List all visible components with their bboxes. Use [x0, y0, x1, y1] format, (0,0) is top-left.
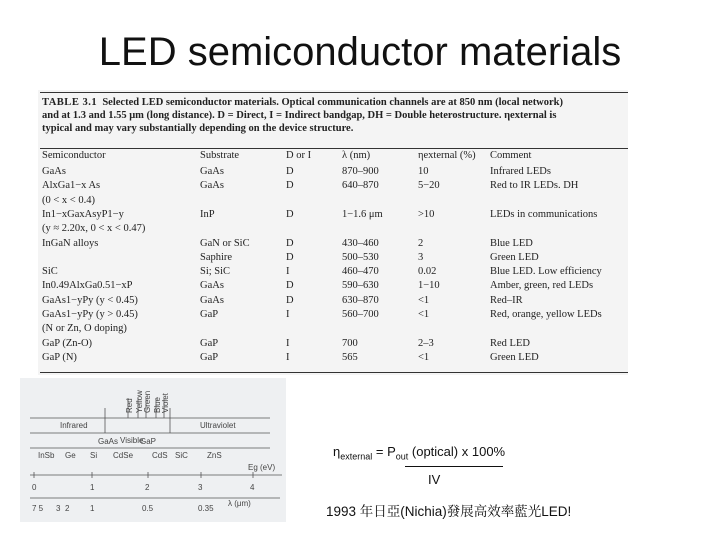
table-cell: D [286, 237, 294, 249]
table-cell: Green LED [490, 251, 539, 263]
table-cell: I [286, 337, 290, 349]
table-bottom-rule [40, 372, 628, 373]
table-cell: 460–470 [342, 266, 379, 278]
table-cell: Saphire [200, 251, 233, 263]
table-cell: GaP [200, 309, 219, 320]
table-header-row [38, 150, 628, 164]
table-cell: Red LED [490, 337, 530, 349]
table-cell: Infrared LEDs [490, 166, 551, 177]
eg-tick-0: 0 [32, 483, 37, 492]
eg-tick-3: 3 [198, 483, 203, 492]
lambda-tick-3: 3 [56, 504, 61, 513]
lambda-tick-2: 2 [65, 504, 70, 513]
spectrum-diagram [20, 378, 286, 522]
table-cell: SiC [42, 266, 58, 278]
nichia-note: 1993 年日亞(Nichia)發展高效率藍光LED! [326, 504, 572, 519]
table-cell: GaAs1−yPy (y < 0.45) [42, 294, 138, 306]
table-cell: Red to IR LEDs. DH [490, 180, 579, 192]
caption-line-3: typical and may vary substantially depending on the device structure. [42, 123, 354, 134]
lambda-tick-75: 7 5 [32, 504, 44, 513]
table-row [38, 223, 628, 236]
eg-tick-4: 4 [250, 483, 255, 492]
table-row [38, 309, 628, 322]
table-row [38, 166, 628, 179]
eta-subscript: external [340, 451, 373, 462]
table-row [38, 323, 628, 336]
header-comment: Comment [490, 150, 532, 161]
table-top-rule [40, 92, 628, 93]
table-cell: Green LED [490, 351, 539, 363]
header-eta: ηexternal (%) [418, 150, 476, 161]
table-cell: (0 < x < 0.4) [42, 194, 95, 206]
table-cell: D [286, 208, 294, 220]
table-cell: D [286, 251, 294, 263]
header-semiconductor: Semiconductor [42, 150, 106, 161]
pout-subscript: out [395, 451, 409, 462]
table-cell: Si; SiC [200, 266, 231, 278]
material-si: Si [90, 451, 98, 460]
color-red: Red [125, 398, 134, 413]
table-caption [42, 96, 622, 135]
table-cell: In1−xGaxAsyP1−y [42, 208, 124, 220]
table-cell: GaAs [200, 294, 224, 306]
table-cell: Blue LED [490, 237, 533, 249]
materials-table [38, 90, 628, 375]
header-substrate: Substrate [200, 150, 240, 161]
table-cell: AlxGa1−x As [42, 180, 101, 192]
table-cell: LEDs in communications [490, 208, 598, 220]
table-cell: 870–900 [342, 166, 379, 177]
table-cell: (N or Zn, O doping) [42, 323, 127, 335]
table-row [38, 195, 628, 208]
table-cell: <1 [418, 351, 430, 363]
material-gaas: GaAs [98, 437, 119, 446]
table-cell: 0.02 [418, 266, 437, 278]
table-row [38, 238, 628, 251]
table-cell: 1−10 [418, 280, 440, 292]
formula-rest: (optical) x 100% [408, 444, 506, 459]
table-cell: 1−1.6 μm [342, 208, 383, 220]
table-cell: I [286, 309, 290, 320]
caption-line-1: Selected LED semiconductor materials. Optical communication channels are at 850 nm (local network) [102, 97, 564, 108]
region-infrared: Infrared [60, 421, 88, 430]
table-row [38, 352, 628, 365]
table-row [38, 338, 628, 351]
table-cell: InGaN alloys [42, 237, 99, 249]
table-cell: D [286, 180, 294, 192]
header-d-or-i: D or I [286, 150, 312, 161]
table-cell: 3 [418, 251, 424, 263]
region-ultraviolet: Ultraviolet [200, 421, 236, 430]
table-row [38, 280, 628, 293]
lambda-tick-0-35: 0.35 [198, 504, 214, 513]
color-green: Green [143, 390, 152, 413]
lambda-tick-0-5: 0.5 [142, 504, 154, 513]
table-cell: 630–870 [342, 294, 379, 306]
table-cell: 565 [342, 351, 358, 363]
table-cell: GaAs1−yPy (y > 0.45) [42, 309, 138, 320]
table-cell: GaAs [200, 180, 224, 192]
efficiency-formula [333, 444, 505, 462]
table-cell: 700 [342, 337, 358, 349]
table-cell: 2–3 [418, 337, 434, 349]
table-cell: In0.49AlxGa0.51−xP [42, 280, 133, 292]
table-cell: 590–630 [342, 280, 379, 292]
table-cell: GaP (Zn-O) [42, 337, 93, 349]
eta-symbol: η [333, 444, 341, 459]
lambda-axis-label: λ (μm) [228, 499, 251, 508]
table-cell: <1 [418, 294, 430, 306]
table-cell: GaP [200, 337, 219, 349]
table-cell: 10 [418, 166, 429, 177]
table-cell: (y ≈ 2.20x, 0 < x < 0.47) [42, 223, 146, 235]
table-cell: Red, orange, yellow LEDs [490, 309, 602, 320]
material-cds: CdS [152, 451, 168, 460]
header-lambda: λ (nm) [342, 150, 371, 161]
table-cell: 640–870 [342, 180, 379, 192]
table-caption-label: TABLE 3.1 [42, 97, 98, 108]
table-cell: GaN or SiC [200, 237, 250, 249]
table-cell: I [286, 266, 290, 278]
color-yellow: Yellow [135, 390, 144, 413]
table-cell: GaAs [200, 280, 224, 292]
table-cell: 2 [418, 237, 424, 249]
table-cell: GaAs [42, 166, 66, 177]
eg-axis-label: Eg (eV) [248, 463, 276, 472]
color-violet: Violet [161, 393, 170, 413]
material-cdse: CdSe [113, 451, 134, 460]
lambda-tick-1: 1 [90, 504, 95, 513]
table-cell: Red–IR [490, 294, 523, 306]
formula-equals: = P [372, 444, 396, 459]
table-cell: D [286, 280, 294, 292]
table-cell: GaAs [200, 166, 224, 177]
table-cell: GaP (N) [42, 351, 77, 363]
table-row [38, 295, 628, 308]
table-cell: 560–700 [342, 309, 379, 320]
table-cell: Amber, green, red LEDs [490, 280, 594, 292]
table-header-rule [40, 148, 628, 149]
table-row [38, 252, 628, 265]
eg-tick-1: 1 [90, 483, 95, 492]
table-cell: GaP [200, 351, 219, 363]
material-sic: SiC [175, 451, 188, 460]
table-cell: 5−20 [418, 180, 440, 192]
eg-tick-2: 2 [145, 483, 150, 492]
table-cell: D [286, 294, 294, 306]
table-cell: <1 [418, 309, 430, 320]
fraction-bar [405, 466, 503, 467]
table-cell: I [286, 351, 290, 363]
table-cell: InP [200, 208, 215, 220]
caption-line-2: and at 1.3 and 1.55 μm (long distance). D = Direct, I = Indirect bandgap, DH = Double heterostructure. ηexternal is [42, 110, 557, 121]
region-visible: Visible [120, 436, 144, 445]
material-zns: ZnS [207, 451, 222, 460]
table-cell: 430–460 [342, 237, 379, 249]
color-blue: Blue [153, 396, 162, 413]
material-insb: InSb [38, 451, 55, 460]
table-cell: D [286, 166, 294, 177]
table-cell: 500–530 [342, 251, 379, 263]
table-cell: Blue LED. Low efficiency [490, 266, 602, 278]
formula-denominator: IV [428, 472, 441, 487]
table-row [38, 209, 628, 222]
table-row [38, 266, 628, 279]
material-ge: Ge [65, 451, 76, 460]
table-row [38, 180, 628, 193]
band-gap-spectrum-figure [20, 378, 286, 522]
slide-title: LED semiconductor materials [98, 30, 622, 74]
table-cell: >10 [418, 208, 435, 220]
material-gap: GaP [140, 437, 157, 446]
